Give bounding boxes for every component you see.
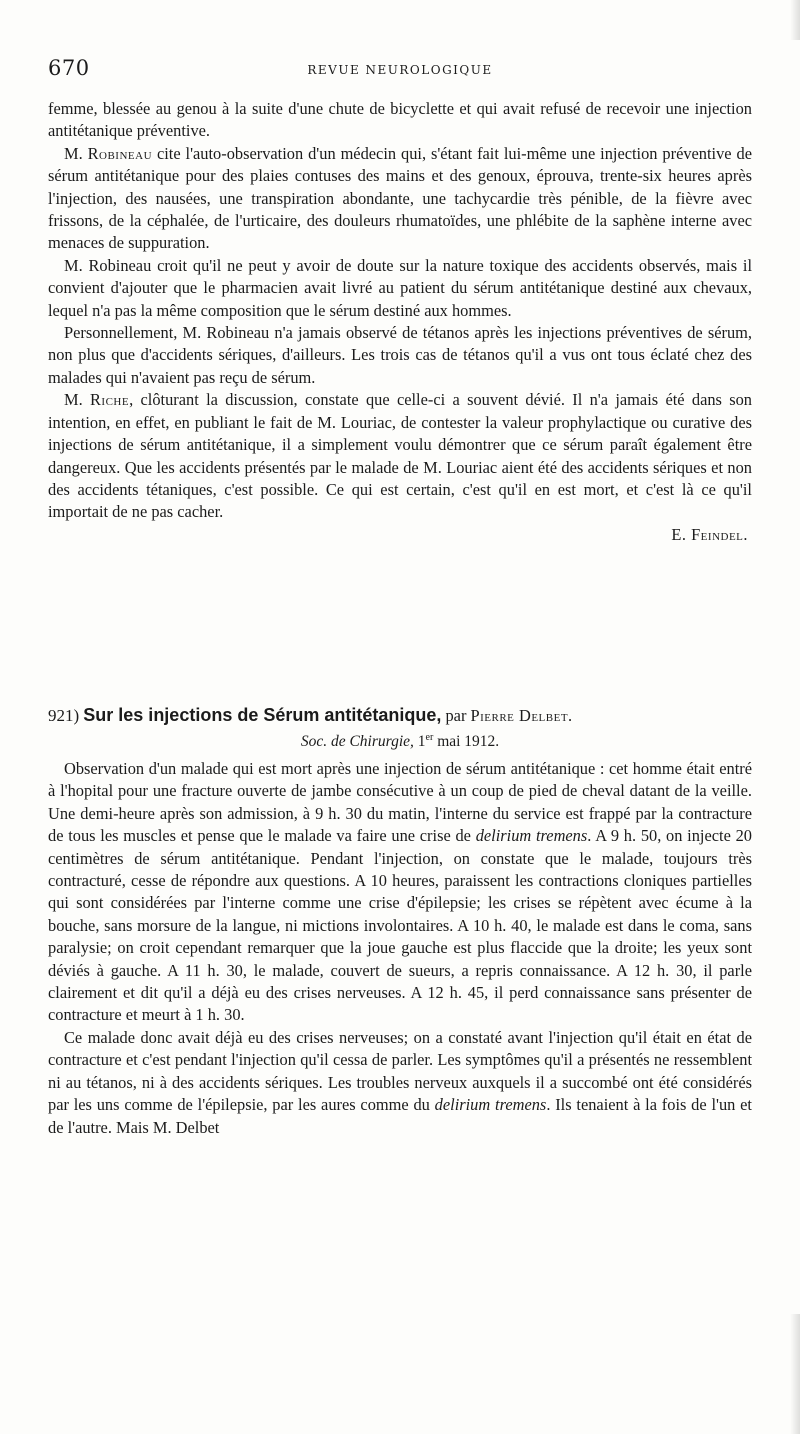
italic-term: delirium tremens	[475, 826, 588, 846]
paragraph: M. Robineau croit qu'il ne peut y avoir de doute sur la nature toxique des accidents observés, mais il convient d'ajouter que le pharmacien avait livré au patient du sérum antitétanique destiné aux chevaux, lequel n'a pas la même composition que le sérum destiné aux hommes.	[48, 255, 752, 320]
page-header	[48, 56, 752, 86]
article-author: Pierre Delbet.	[470, 706, 573, 725]
scan-edge-shadow	[790, 1314, 800, 1434]
author-name: Riche	[90, 390, 130, 410]
paragraph: femme, blessée au genou à la suite d'une chute de bicyclette et qui avait refusé de recevoir une injection antitétanique préventive.	[48, 99, 752, 141]
article-title-line: 921) Sur les injections de Sérum antitétanique, par Pierre Delbet.	[48, 705, 573, 725]
section-delbet-observation	[48, 758, 752, 1139]
paragraph: M. Riche, clôturant la discussion, constate que celle-ci a souvent dévié. Il n'a jamais été dans son intention, en effet, en publiant le fait de M. Louriac, de contester la valeur prophylactique ou curative des injections de sérum antitétanique, il a simplement voulu démontrer que ce sérum paraît également être dangereux. Que les accidents présentés par le malade de M. Louriac aient été des accidents sériques et non des accidents tétaniques, c'est possible. Ce qui est certain, c'est qu'il en est mort, et c'est là ce qu'il importait de ne pas cacher.	[48, 390, 753, 522]
article-number: 921)	[48, 706, 80, 725]
section-robineau-discussion	[48, 98, 752, 546]
source-journal: Soc. de Chirurgie,	[300, 733, 414, 751]
page-number: 670	[48, 56, 90, 80]
paragraph: Observation d'un malade qui est mort après une injection de sérum antitétanique : cet homme était entré à l'hopital pour une fracture ouverte de jambe consécutive à un coup de pied de cheval datant de la veille. Une demi-heure après son admission, à 9 h. 30 du matin, l'interne du service est frappé par la contracture de tous les muscles et pense que le malade va faire une crise de delirium tremens. A 9 h. 50, on injecte 20 centimètres de sérum antitétanique. Pendant l'injection, on constate que le malade, toujours très contracturé, cesse de répondre aux questions. A 10 heures, paraissent les contractions cloniques partielles qui sont considérées par l'interne comme une crise d'épilepsie; les crises se répètent avec écume à la bouche, sans morsure de la langue, ni mictions involontaires. A 10 h. 40, le malade est dans le coma, sans paralysie; on croit cependant remarquer que la joue gauche est plus flaccide que la droite; les yeux sont déviés à gauche. A 11 h. 30, le malade, couvert de sueurs, a repris connaissance. A 12 h. 30, il parle clairement et dit qu'il a déjà eu des crises nerveuses. A 12 h. 45, il perd connaissance sans présenter de contracture et meurt à 1 h. 30.	[48, 759, 752, 1025]
article-source: Soc. de Chirurgie, 1er mai 1912.	[300, 732, 500, 751]
author-name: Robineau	[87, 143, 153, 163]
paragraph: Personnellement, M. Robineau n'a jamais observé de tétanos après les injections préventives de sérum, non plus que d'accidents sériques, d'ailleurs. Les trois cas de tétanos qu'il a vus ont tous éclaté chez des malades qui n'avaient pas reçu de sérum.	[48, 323, 752, 387]
article-title: Sur les injections de Sérum antitétanique,	[83, 705, 442, 725]
article-heading	[48, 704, 752, 753]
signature: E. Feindel.	[671, 524, 748, 544]
paragraph: Ce malade donc avait déjà eu des crises nerveuses; on a constaté avant l'injection qu'il était en état de contracture et c'est pendant l'injection qu'il cessa de parler. Les symptômes qu'il a présentés ne ressemblent ni au tétanos, ni à des accidents sériques. Les troubles nerveux auxquels il a succombé ont été considérés par les uns comme de l'épilepsie, par les aures comme du delirium tremens. Ils tenaient à la fois de l'un et de l'autre. Mais M. Delbet	[48, 1027, 752, 1137]
paragraph: M. Robineau cite l'auto-observation d'un médecin qui, s'étant fait lui-même une injection préventive de sérum antitétanique pour des plaies contuses des mains et des genoux, éprouva, trente-six heures après l'injection, des nausées, une transpiration abondante, une tachycardie très pénible, de la fièvre avec frissons, de la céphalée, de l'urticaire, des douleurs rhumatoïdes, une phlébite de la saphène interne avec menaces de suppuration.	[48, 143, 752, 253]
running-title: REVUE NEUROLOGIQUE	[307, 63, 493, 77]
scan-edge-shadow	[790, 0, 800, 40]
italic-term: delirium tremens	[434, 1095, 547, 1115]
